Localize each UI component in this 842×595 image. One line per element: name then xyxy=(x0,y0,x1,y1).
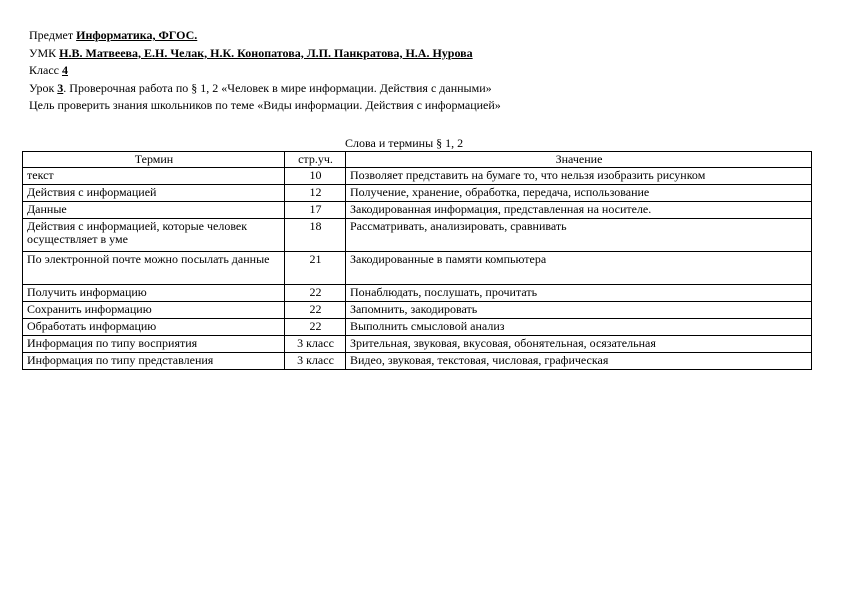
page-cell: 22 xyxy=(285,302,346,319)
page-cell: 22 xyxy=(285,285,346,302)
meaning-cell: Получение, хранение, обработка, передача, использование xyxy=(346,185,812,202)
page-cell: 18 xyxy=(285,219,346,252)
page-cell: 17 xyxy=(285,202,346,219)
meaning-cell: Запомнить, закодировать xyxy=(346,302,812,319)
document-header xyxy=(29,27,501,115)
term-cell: Информация по типу представления xyxy=(23,353,285,370)
table-row xyxy=(23,285,812,302)
term-cell: Обработать информацию xyxy=(23,319,285,336)
lesson-label: Урок xyxy=(29,80,58,95)
term-cell: текст xyxy=(23,168,285,185)
umk-value: Н.В. Матвеева, Е.Н. Челак, Н.К. Конопатова, Л.П. Панкратова, Н.А. Нурова xyxy=(59,45,473,60)
lesson-text: . Проверочная работа по § 1, 2 «Человек в мире информации. Действия с данными» xyxy=(63,80,492,95)
page-cell: 3 класс xyxy=(285,336,346,353)
page-cell: 3 класс xyxy=(285,353,346,370)
table-row xyxy=(23,252,812,285)
terms-table xyxy=(22,151,812,370)
lesson-line xyxy=(29,80,501,98)
meaning-cell: Понаблюдать, послушать, прочитать xyxy=(346,285,812,302)
page-cell: 12 xyxy=(285,185,346,202)
term-cell: По электронной почте можно посылать данные xyxy=(23,252,285,285)
column-header-meaning: Значение xyxy=(346,152,812,168)
lesson-value: 3 xyxy=(57,80,64,95)
subject-line xyxy=(29,27,501,45)
table-row xyxy=(23,319,812,336)
meaning-cell: Позволяет представить на бумаге то, что нельзя изобразить рисунком xyxy=(346,168,812,185)
term-cell: Получить информацию xyxy=(23,285,285,302)
table-row xyxy=(23,185,812,202)
meaning-cell: Видео, звуковая, текстовая, числовая, графическая xyxy=(346,353,812,370)
table-row xyxy=(23,168,812,185)
table-row xyxy=(23,202,812,219)
umk-label: УМК xyxy=(29,45,60,60)
column-header-page: стр.уч. xyxy=(285,152,346,168)
term-cell: Информация по типу восприятия xyxy=(23,336,285,353)
meaning-cell: Закодированные в памяти компьютера xyxy=(346,252,812,285)
subject-label: Предмет xyxy=(29,28,77,42)
class-label: Класс xyxy=(29,63,62,77)
term-cell: Сохранить информацию xyxy=(23,302,285,319)
column-header-term: Термин xyxy=(23,152,285,168)
table-row xyxy=(23,302,812,319)
page-cell: 22 xyxy=(285,319,346,336)
table-row xyxy=(23,336,812,353)
table-header-row xyxy=(23,152,812,168)
meaning-cell: Зрительная, звуковая, вкусовая, обонятельная, осязательная xyxy=(346,336,812,353)
term-cell: Действия с информацией xyxy=(23,185,285,202)
page-cell: 21 xyxy=(285,252,346,285)
meaning-cell: Рассматривать, анализировать, сравнивать xyxy=(346,219,812,252)
term-cell: Действия с информацией, которые человек осуществляет в уме xyxy=(23,219,285,252)
table-row xyxy=(23,353,812,370)
goal-line: Цель проверить знания школьников по теме «Виды информации. Действия с информацией» xyxy=(29,98,501,112)
umk-line xyxy=(29,45,501,63)
term-cell: Данные xyxy=(23,202,285,219)
class-value: 4 xyxy=(61,63,68,77)
class-line xyxy=(29,62,501,80)
page-cell: 10 xyxy=(285,168,346,185)
meaning-cell: Выполнить смысловой анализ xyxy=(346,319,812,336)
meaning-cell: Закодированная информация, представленная на носителе. xyxy=(346,202,812,219)
subject-value: Информатика, ФГОС. xyxy=(76,28,198,42)
table-caption: Слова и термины § 1, 2 xyxy=(345,136,464,150)
table-row xyxy=(23,219,812,252)
